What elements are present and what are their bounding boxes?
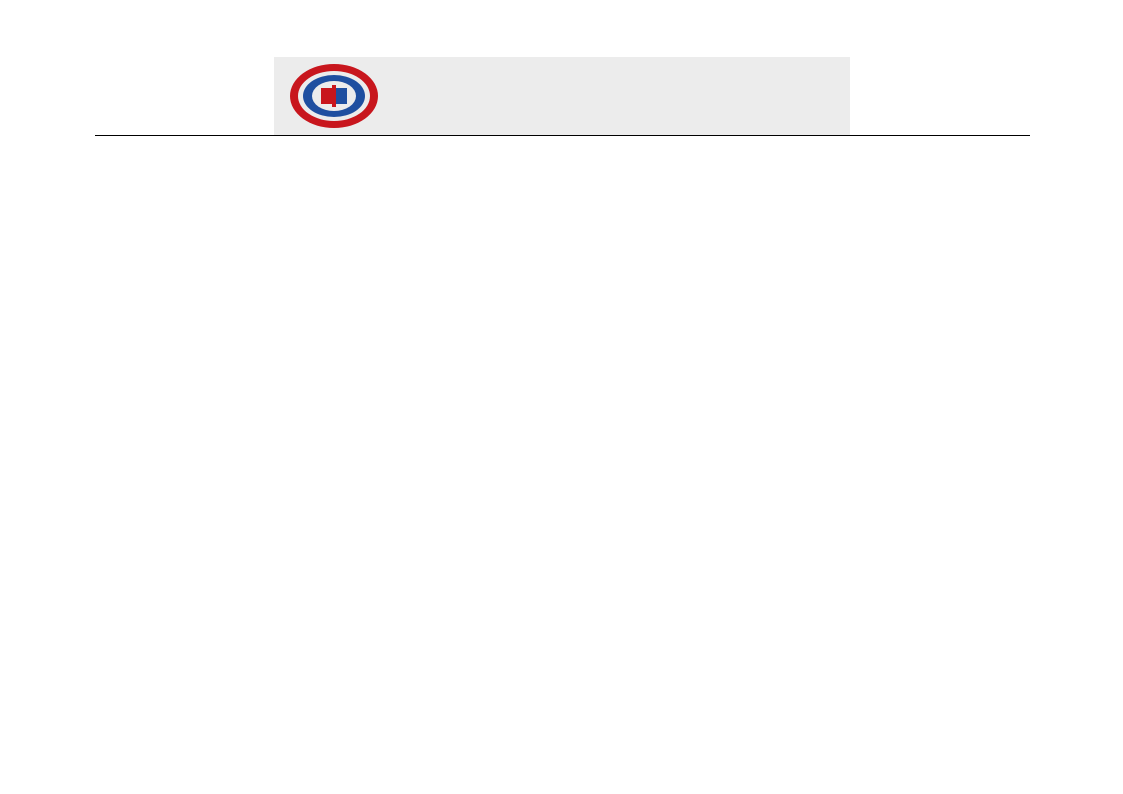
curriculum-table [40,137,1082,697]
college-header [274,57,850,135]
college-seal-icon [288,63,380,129]
header-rule [95,135,1030,136]
